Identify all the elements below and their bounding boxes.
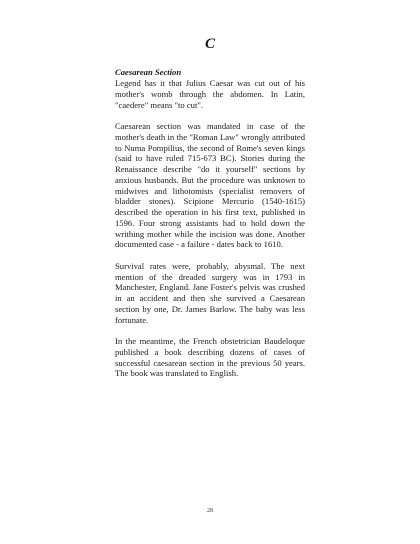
page-number: 28 bbox=[207, 508, 213, 514]
section-title: Caesarean Section bbox=[115, 67, 182, 77]
chapter-letter: C bbox=[204, 36, 215, 52]
paragraph-3: Survival rates were, probably, abysmal. The next mention of the dreaded surgery was in 1793 in Manchester, England. Jane Foster's pelvis was crushed in an accident and then she survived a Caesarean section by one, Dr. James Barlow. The baby was less fortunate. bbox=[115, 260, 305, 325]
article-body bbox=[115, 67, 305, 390]
paragraph-4: In the meantime, the French obstetrician Baudeloque published a book describing dozens of cases of successful caesarean section in the previous 50 years. The book was translated to English. bbox=[115, 336, 305, 379]
paragraph-2: Caesarean section was mandated in case of the mother's death in the "Roman Law" wrongly attributed to Numa Pompilius, the second of Rome's seven kings (said to have ruled 715-673 BC). Stories during the Renaissance describe "do it yourself" sections by anxious husbands. But the procedure was unknown to midwives and lithotomists (specialist removers of bladder stones). Scipione Mercurio (1540-1615) described the operation in his first text, published in 1596. Four strong assistants had to hold down the writhing mother while the incision was done. Another documented case - a failure - dates back to 1610. bbox=[115, 121, 305, 250]
paragraph-1: Legend has it that Julius Caesar was cut out of his mother's womb through the abdomen. In Latin, "caedere" means "to cut". bbox=[115, 78, 305, 110]
